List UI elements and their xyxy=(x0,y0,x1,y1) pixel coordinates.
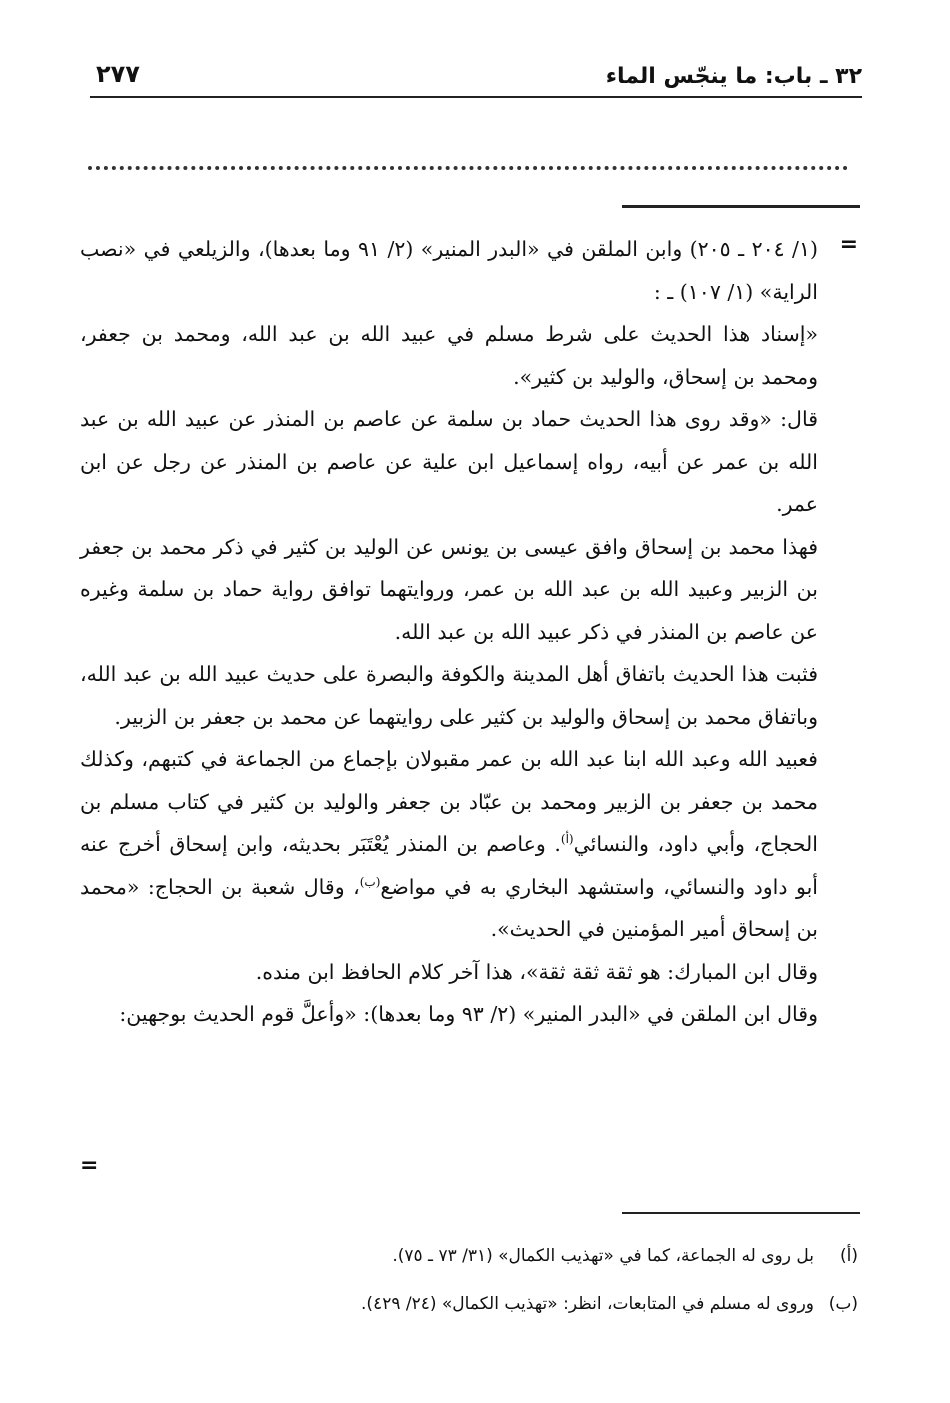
footnote xyxy=(90,1280,858,1328)
footnote-rule xyxy=(622,1212,860,1214)
paragraph-text: ، وقال شعبة بن الحجاج: «محمد بن إسحاق أمير المؤمنين في الحديث». xyxy=(80,874,818,941)
paragraph xyxy=(80,738,818,951)
paragraph: «إسناد هذا الحديث على شرط مسلم في عبيد الله بن عبد الله، ومحمد بن جعفر، ومحمد بن إسحاق، والوليد بن كثير». xyxy=(80,322,818,389)
main-text xyxy=(80,228,818,1036)
footnote-text: وروى له مسلم في المتابعات، انظر: «تهذيب الكمال» (٢٤/ ٤٢٩). xyxy=(361,1294,814,1314)
dotted-separator xyxy=(88,150,848,170)
footnote-continuation-rule xyxy=(622,205,860,208)
footnote-mark: (ب) xyxy=(828,1294,858,1314)
footnote-mark: (أ) xyxy=(840,1246,858,1266)
page-number: ٢٧٧ xyxy=(96,60,140,88)
paragraph: وقال ابن الملقن في «البدر المنير» (٢/ ٩٣ وما بعدها): «وأعلَّ قوم الحديث بوجهين: xyxy=(119,1002,818,1026)
paragraph-text: فعبيد الله وعبد الله ابنا عبد الله بن عمر مقبولان بإجماع من الجماعة في كتبهم، وكذلك محمد بن جعفر بن الزبير ومحمد بن عبّاد بن جعفر والوليد بن كثير في كتاب مسلم بن الحجاج، وأبي داود، والنسائي xyxy=(80,747,818,856)
continuation-mark-start: = xyxy=(839,232,858,257)
footnote-text: بل روى له الجماعة، كما في «تهذيب الكمال» (٣١/ ٧٣ ـ ٧٥). xyxy=(392,1246,814,1266)
running-header xyxy=(90,58,862,98)
footnote-ref: (أ) xyxy=(560,832,574,847)
paragraph: فهذا محمد بن إسحاق وافق عيسى بن يونس عن الوليد بن كثير في ذكر محمد بن جعفر بن الزبير وعبيد الله بن عبد الله بن عمر، وروايتهما توافق رواية حماد بن سلمة وغيره عن عاصم بن المنذر في ذكر عبيد الله بن عبد الله. xyxy=(80,534,818,644)
footnote xyxy=(90,1232,858,1280)
paragraph: فثبت هذا الحديث باتفاق أهل المدينة والكوفة والبصرة على حديث عبيد الله بن عبد الله، وباتفاق محمد بن إسحاق والوليد بن كثير على روايتهما عن محمد بن جعفر بن الزبير. xyxy=(80,662,818,729)
paragraph: قال: «وقد روى هذا الحديث حماد بن سلمة عن عاصم بن المنذر عن عبيد الله بن عبد الله بن عمر عن أبيه، رواه إسماعيل ابن علية عن عاصم بن المنذر عن رجل عن ابن عمر. xyxy=(80,407,818,516)
footnotes xyxy=(90,1232,858,1328)
continuation-mark-end: = xyxy=(80,1153,99,1178)
footnote-ref: (ب) xyxy=(359,874,381,889)
paragraph: (١/ ٢٠٤ ـ ٢٠٥) وابن الملقن في «البدر المنير» (٢/ ٩١ وما بعدها)، والزيلعي في «نصب الراية» (١/ ١٠٧) ـ : xyxy=(80,237,818,304)
chapter-title: ٣٢ ـ باب: ما ينجّس الماء xyxy=(605,64,862,89)
paragraph: وقال ابن المبارك: هو ثقة ثقة ثقة»، هذا آخر كلام الحافظ ابن منده. xyxy=(255,959,818,984)
paragraph-text: . وعاصم بن المنذر يُعْتَبَر بحديثه، وابن إسحاق أخرج عنه أبو داود والنسائي، واستشهد البخاري به في مواضع xyxy=(80,832,818,899)
